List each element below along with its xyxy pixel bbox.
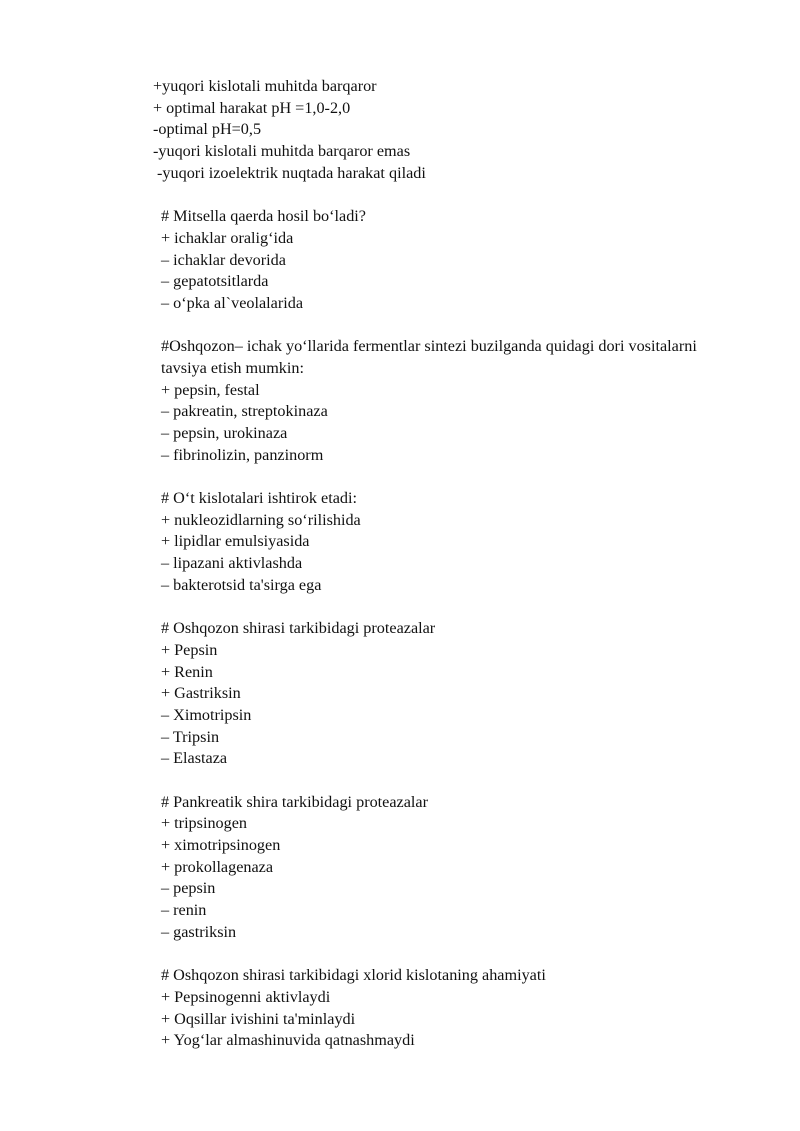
answer-line: -yuqori kislotali muhitda barqaror emas bbox=[153, 142, 411, 161]
answer-line: -optimal pH=0,5 bbox=[153, 120, 262, 139]
answer-line: -yuqori izoelektrik nuqtada harakat qiladi bbox=[153, 163, 426, 182]
answer-line: + Oqsillar ivishini ta'minlaydi bbox=[161, 1009, 356, 1028]
question-text: #Oshqozon– ichak yo‘llarida fermentlar sintezi buzilganda quidagi dori vositalarni tavsiya etish mumkin: bbox=[161, 337, 697, 377]
answer-line: – Ximotripsin bbox=[161, 705, 252, 724]
question-text: # O‘t kislotalari ishtirok etadi: bbox=[161, 489, 358, 508]
answer-line: + Renin bbox=[161, 662, 213, 681]
answer-line: – ichaklar devorida bbox=[161, 250, 286, 269]
document-body bbox=[153, 76, 713, 1052]
question-block-3 bbox=[153, 488, 713, 596]
answer-line: + tripsinogen bbox=[161, 814, 248, 833]
answer-line: +yuqori kislotali muhitda barqaror bbox=[153, 77, 377, 95]
answer-line: + prokollagenaza bbox=[161, 857, 274, 876]
answer-line: – fibrinolizin, panzinorm bbox=[161, 445, 324, 464]
answer-line: – lipazani aktivlashda bbox=[161, 554, 303, 573]
answer-line: – pakreatin, streptokinaza bbox=[161, 402, 328, 421]
question-text: # Pankreatik shira tarkibidagi proteazalar bbox=[161, 792, 428, 811]
spacer bbox=[153, 597, 713, 619]
spacer bbox=[153, 184, 713, 206]
answer-line: + Pepsin bbox=[161, 640, 218, 659]
answer-block-0 bbox=[153, 76, 713, 184]
answer-line: + Yog‘lar almashinuvida qatnashmaydi bbox=[161, 1031, 415, 1050]
spacer bbox=[153, 466, 713, 488]
question-text: # Oshqozon shirasi tarkibidagi xlorid kislotaning ahamiyati bbox=[161, 966, 546, 985]
answer-line: – renin bbox=[161, 901, 207, 920]
question-text: # Mitsella qaerda hosil bo‘ladi? bbox=[161, 207, 366, 226]
answer-line: – gastriksin bbox=[161, 922, 237, 941]
answer-line: + nukleozidlarning so‘rilishida bbox=[161, 510, 361, 529]
answer-line: – pepsin bbox=[161, 879, 216, 898]
question-block-1 bbox=[153, 206, 713, 314]
question-block-4 bbox=[153, 618, 713, 770]
question-block-2 bbox=[153, 336, 713, 466]
answer-line: + pepsin, festal bbox=[161, 380, 260, 399]
question-text: # Oshqozon shirasi tarkibidagi proteazalar bbox=[161, 619, 436, 638]
answer-line: + ichaklar oralig‘ida bbox=[161, 228, 294, 247]
answer-line: – o‘pka al`veolalarida bbox=[161, 293, 304, 312]
spacer bbox=[153, 315, 713, 337]
question-block-6 bbox=[153, 965, 713, 1052]
answer-line: + Pepsinogenni aktivlaydi bbox=[161, 987, 331, 1006]
answer-line: + optimal harakat pH =1,0-2,0 bbox=[153, 98, 351, 117]
spacer bbox=[153, 770, 713, 792]
answer-line: + lipidlar emulsiyasida bbox=[161, 532, 310, 551]
answer-line: – Tripsin bbox=[161, 727, 220, 746]
answer-line: – Elastaza bbox=[161, 749, 228, 768]
answer-line: – pepsin, urokinaza bbox=[161, 424, 288, 443]
answer-line: – gepatotsitlarda bbox=[161, 272, 269, 291]
question-block-5 bbox=[153, 792, 713, 944]
answer-line: + Gastriksin bbox=[161, 684, 241, 703]
answer-line: + ximotripsinogen bbox=[161, 836, 281, 855]
spacer bbox=[153, 944, 713, 966]
answer-line: – bakterotsid ta'sirga ega bbox=[161, 575, 322, 594]
